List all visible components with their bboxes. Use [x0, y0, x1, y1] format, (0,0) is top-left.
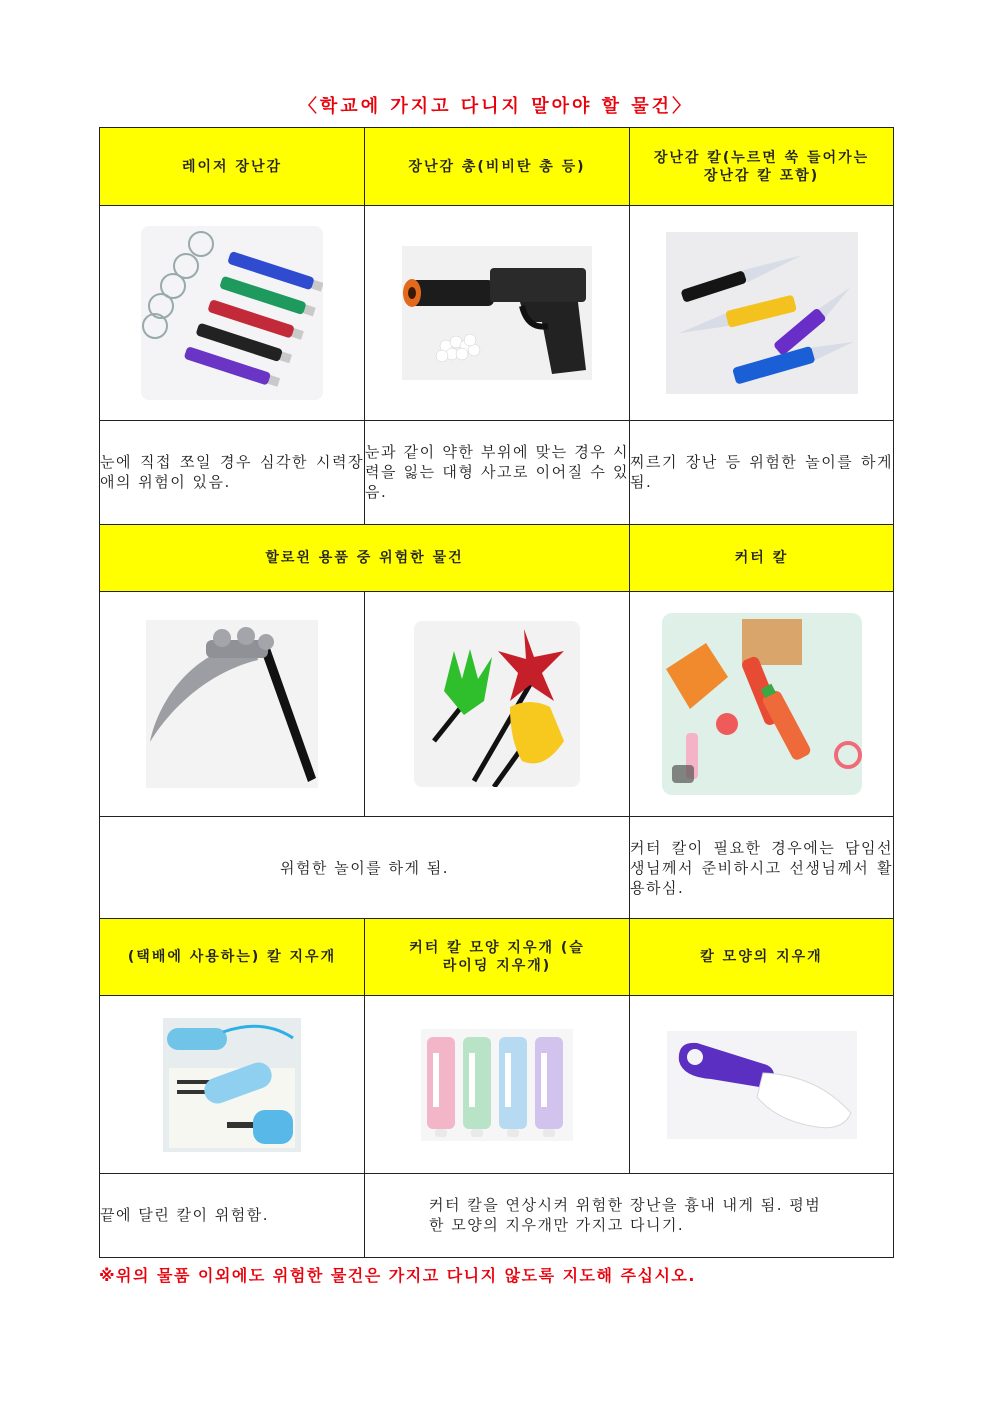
header-sliding-eraser: 커터 칼 모양 지우개 (슬라이딩 지우개) [365, 919, 630, 996]
toy-knife-image [666, 232, 858, 394]
header-parcel-knife-eraser: (택배에 사용하는) 칼 지우개 [100, 919, 365, 996]
footer-note: ※위의 물품 이외에도 위험한 물건은 가지고 다니지 않도록 지도해 주십시오. [99, 1266, 696, 1285]
header-halloween-items: 할로윈 용품 중 위험한 물건 [100, 524, 630, 591]
description-halloween: 위험한 놀이를 하게 됨. [100, 817, 630, 919]
description-sliding-eraser: 커터 칼을 연상시켜 위험한 장난을 흉내 내게 됨. 평범한 모양의 지우개만 가지고 다니기. [365, 1173, 894, 1257]
toy-gun-image [402, 246, 592, 380]
image-cell-laser [100, 206, 365, 420]
image-cell-toy-knife [630, 206, 894, 420]
description-parcel-eraser: 끝에 달린 칼이 위험함. [100, 1173, 365, 1257]
image-cell-trident [365, 591, 630, 816]
cutter-knives-image [662, 613, 862, 795]
toy-scythe-image [146, 620, 318, 788]
sliding-eraser-image [421, 1029, 573, 1141]
header-laser-toy: 레이저 장난감 [100, 128, 365, 206]
image-cell-scythe [100, 591, 365, 816]
header-knife-shaped-eraser: 칼 모양의 지우개 [630, 919, 894, 996]
image-cell-parcel-eraser [100, 996, 365, 1173]
laser-pointer-image [141, 226, 323, 400]
image-cell-cutter [630, 591, 894, 816]
toy-weapons-image [414, 621, 580, 787]
description-cutter: 커터 칼이 필요한 경우에는 담임선생님께서 준비하시고 선생님께서 활용하심. [630, 817, 894, 919]
image-cell-knife-eraser [630, 996, 894, 1173]
description-toy-knife: 찌르기 장난 등 위험한 놀이를 하게 됨. [630, 420, 894, 524]
description-gun: 눈과 같이 약한 부위에 맞는 경우 시력을 잃는 대형 사고로 이어질 수 있음. [365, 420, 630, 524]
parcel-knife-eraser-image [163, 1018, 301, 1152]
items-table [99, 127, 894, 1258]
description-laser: 눈에 직접 쪼일 경우 심각한 시력장애의 위험이 있음. [100, 420, 365, 524]
image-cell-gun [365, 206, 630, 420]
header-cutter-knife: 커터 칼 [630, 524, 894, 591]
header-toy-gun: 장난감 총(비비탄 총 등) [365, 128, 630, 206]
knife-shaped-eraser-image [667, 1031, 857, 1139]
header-toy-knife: 장난감 칼(누르면 쑥 들어가는 장난감 칼 포함) [630, 128, 894, 206]
page-title: 〈학교에 가지고 다니지 말아야 할 물건〉 [298, 96, 694, 117]
image-cell-sliding-eraser [365, 996, 630, 1173]
